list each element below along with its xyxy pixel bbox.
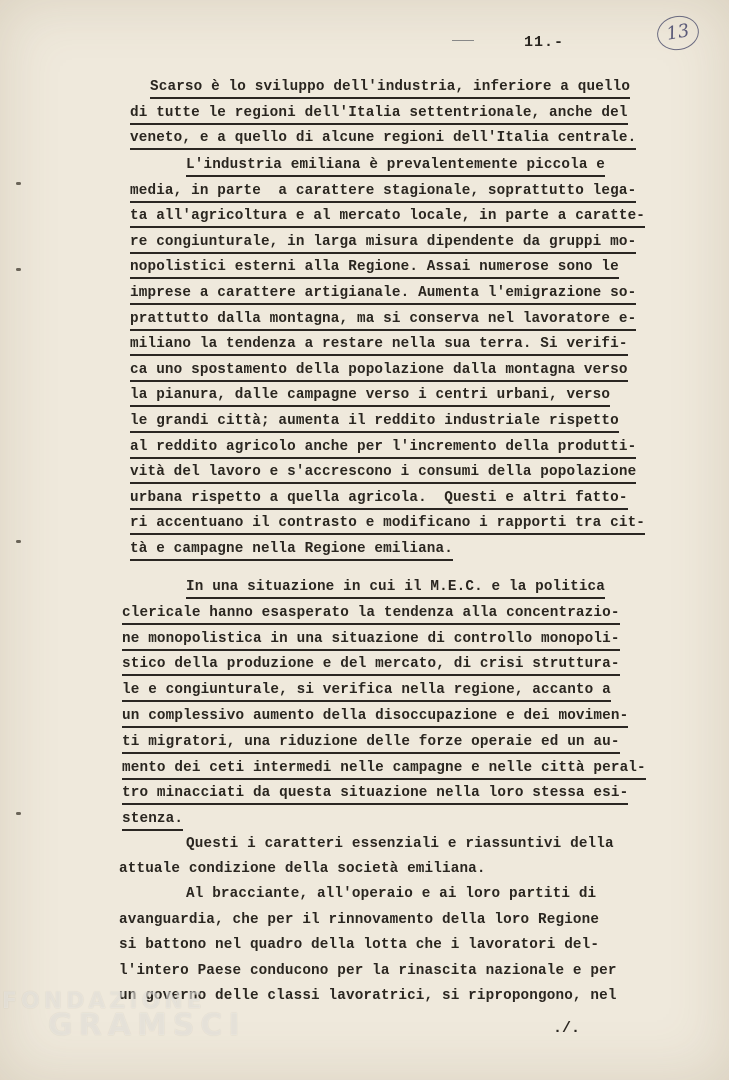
text-line: ne monopolistica in una situazione di controllo monopoli- — [122, 630, 620, 651]
text-line: stenza. — [122, 810, 183, 831]
text-line: le e congiunturale, si verifica nella regione, accanto a — [122, 681, 611, 702]
text-line: imprese a carattere artigianale. Aumenta l'emigrazione so- — [130, 284, 636, 305]
text-line: un governo delle classi lavoratrici, si ripropongono, nel — [119, 988, 617, 1005]
text-line: ta all'agricoltura e al mercato locale, in parte a caratte- — [130, 207, 645, 228]
text-line: In una situazione in cui il M.E.C. e la politica — [186, 578, 605, 599]
text-line: miliano la tendenza a restare nella sua terra. Si verifi- — [130, 335, 628, 356]
page-number: 11.- — [524, 34, 565, 51]
text-line: attuale condizione della società emiliana. — [119, 860, 486, 877]
archive-stamp: 13 — [654, 13, 701, 54]
watermark-line-2: GRAMSCI — [48, 1008, 246, 1043]
text-line: nopolistici esterni alla Regione. Assai numerose sono le — [130, 258, 619, 279]
text-line: al reddito agricolo anche per l'incremento della produtti- — [130, 438, 636, 459]
punch-mark — [16, 812, 21, 815]
text-line: Questi i caratteri essenziali e riassuntivi della — [186, 836, 614, 852]
text-line: le grandi città; aumenta il reddito industriale rispetto — [130, 412, 619, 433]
text-line: vità del lavoro e s'accrescono i consumi della popolazione — [130, 463, 636, 484]
text-line: avanguardia, che per il rinnovamento della loro Regione — [119, 911, 600, 928]
text-line: ti migratori, una riduzione delle forze operaie ed un au- — [122, 733, 620, 754]
punch-mark — [16, 182, 21, 185]
text-line: media, in parte a carattere stagionale, soprattutto lega- — [130, 182, 636, 203]
text-line: urbana rispetto a quella agricola. Questi e altri fatto- — [130, 489, 628, 510]
text-line: l'intero Paese conducono per la rinascita nazionale e per — [119, 962, 617, 979]
text-line: prattutto dalla montagna, ma si conserva nel lavoratore e- — [130, 310, 636, 331]
text-line: stico della produzione e del mercato, di crisi struttura- — [122, 655, 620, 676]
text-line: Al bracciante, all'operaio e ai loro partiti di — [186, 886, 597, 902]
text-line: di tutte le regioni dell'Italia settentrionale, anche del — [130, 104, 628, 125]
watermark-line-1: FONDAZIONE — [2, 989, 206, 1014]
text-line: tro minacciati da questa situazione nella loro stessa esi- — [122, 784, 628, 805]
text-line: ca uno spostamento della popolazione dalla montagna verso — [130, 361, 628, 382]
text-line: re congiunturale, in larga misura dipendente da gruppi mo- — [130, 233, 636, 254]
text-line: la pianura, dalle campagne verso i centri urbani, verso — [130, 386, 610, 407]
text-line: si battono nel quadro della lotta che i lavoratori del- — [119, 937, 600, 954]
continuation-mark: ./. — [553, 1020, 581, 1037]
watermark — [2, 989, 246, 1043]
text-line: L'industria emiliana è prevalentemente piccola e — [186, 156, 605, 177]
text-line: tà e campagne nella Regione emiliana. — [130, 540, 453, 561]
text-line: un complessivo aumento della disoccupazione e dei movimen- — [122, 707, 628, 728]
text-line: mento dei ceti intermedi nelle campagne e nelle città peral- — [122, 759, 646, 780]
text-line: ri accentuano il contrasto e modificano i rapporti tra cit- — [130, 514, 645, 535]
punch-mark — [16, 540, 21, 543]
pencil-dash — [452, 40, 474, 41]
text-line: clericale hanno esasperato la tendenza alla concentrazio- — [122, 604, 620, 625]
text-line: Scarso è lo sviluppo dell'industria, inferiore a quello — [150, 78, 630, 99]
text-line: veneto, e a quello di alcune regioni dell'Italia centrale. — [130, 129, 636, 150]
punch-mark — [16, 268, 21, 271]
